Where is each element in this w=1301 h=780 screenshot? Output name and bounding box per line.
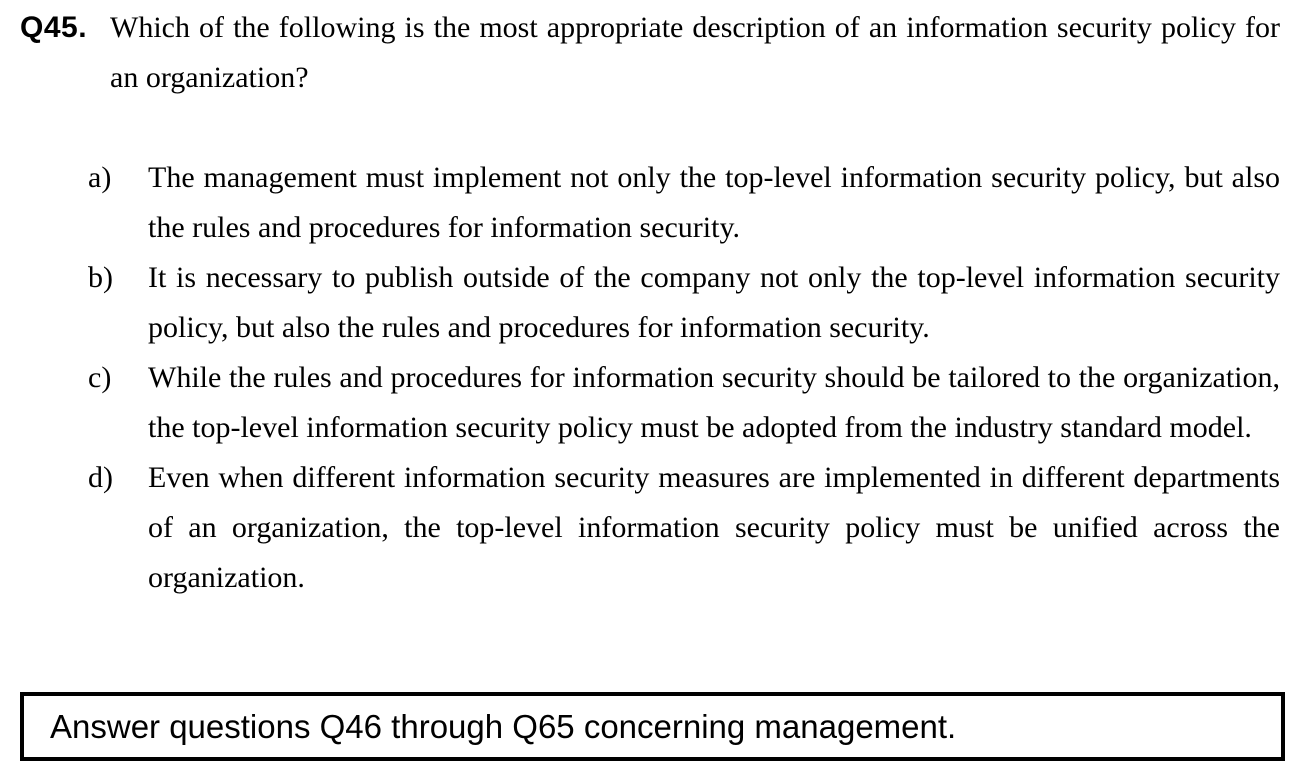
option-c-text: While the rules and procedures for information security should be tailored to the organization, the top-level information security policy must be adopted from the industry standard model.	[148, 361, 1280, 444]
option-a-text: The management must implement not only the top-level information security policy, but also the rules and procedures for information security.	[148, 161, 1280, 244]
option-b-letter: b)	[88, 261, 113, 294]
option-d-text: Even when different information security measures are implemented in different departments of an organization, the top-level information security policy must be unified across the organization.	[148, 461, 1280, 594]
question-q45	[0, 0, 1301, 103]
option-d-letter: d)	[88, 461, 113, 494]
option-c-letter: c)	[88, 361, 112, 394]
option-d	[0, 453, 1301, 603]
option-b-text: It is necessary to publish outside of the company not only the top-level information security policy, but also the rules and procedures for information security.	[148, 261, 1280, 344]
section-notice-text: Answer questions Q46 through Q65 concerning management.	[50, 707, 957, 745]
option-b	[0, 253, 1301, 353]
section-notice-box	[20, 692, 1285, 761]
question-number: Q45.	[20, 11, 88, 44]
question-text: Which of the following is the most appropriate description of an information security policy for an organization?	[110, 11, 1280, 94]
answer-options	[0, 153, 1301, 603]
option-a-letter: a)	[88, 161, 112, 194]
option-c	[0, 353, 1301, 453]
option-a	[0, 153, 1301, 253]
